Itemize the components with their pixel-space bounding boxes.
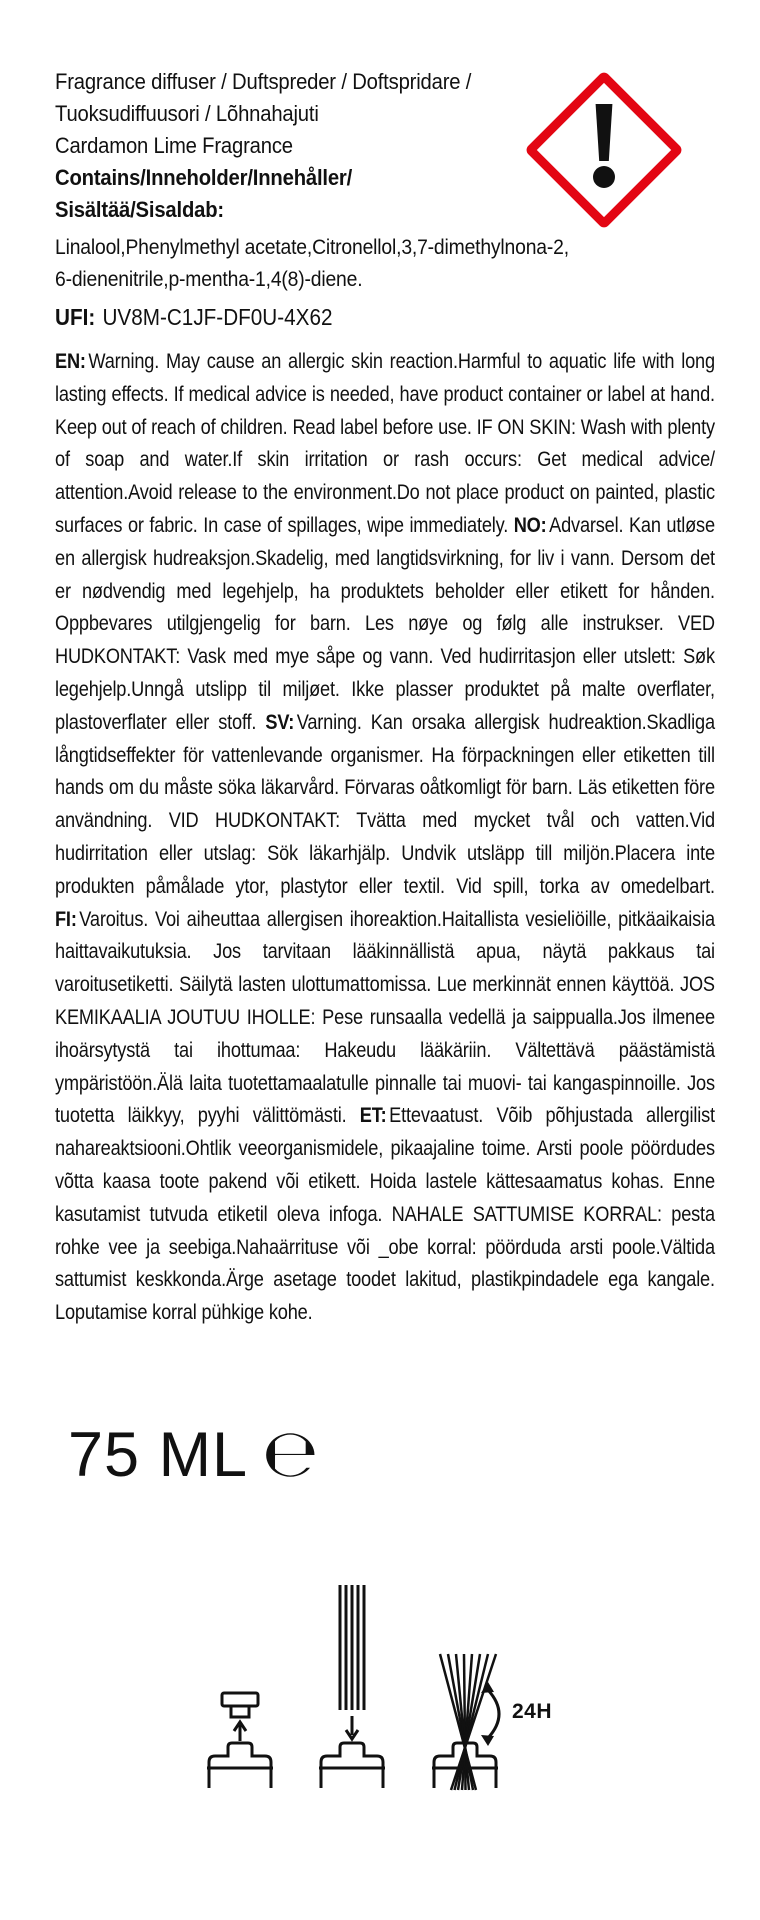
- contains-heading-1: Contains/Inneholder/Innehåller/: [55, 165, 353, 190]
- ufi-line: [55, 301, 613, 333]
- volume-amount: 75 ML: [68, 1420, 249, 1490]
- lang-label-et: ET:: [359, 1104, 387, 1128]
- lang-label-fi: FI:: [55, 907, 77, 931]
- estimated-sign: ℮: [262, 1415, 320, 1492]
- exclamation-dot: [593, 166, 615, 188]
- bottle-cap: [222, 1693, 258, 1717]
- fragrance-name: Cardamon Lime Fragrance: [55, 133, 293, 158]
- insert-reeds-icon: [307, 1570, 397, 1800]
- remove-cap-icon: [195, 1570, 285, 1800]
- flip-arrow-icon: [481, 1682, 499, 1746]
- ufi-label: UFI:: [55, 304, 96, 330]
- arrow-down-icon: [346, 1716, 358, 1739]
- ufi-code: UV8M-C1JF-DF0U-4X62: [102, 304, 333, 330]
- product-name-line-1: Fragrance diffuser / Duftspreder / Doftspridare /: [55, 69, 472, 94]
- diffuser-bottle: [207, 1743, 273, 1788]
- product-name-line-2: Tuoksudiffuusori / Lõhnahajuti: [55, 101, 319, 126]
- flip-reeds-icon: [420, 1570, 590, 1800]
- ghs07-warning-pictogram: [524, 70, 684, 230]
- ingredients-line-2: 6-dienenitrile,p-mentha-1,4(8)-diene.: [55, 267, 363, 291]
- fanned-reed-sticks: [440, 1654, 496, 1790]
- warning-text-et: Ettevaatust. Võib põhjustada allergilist nahareaktsiooni.Ohtlik veeorganismidele, pikaajaline toime. Arsti poole pöördudes võtta kaasa toote pakend või etikett. Hoida lastele kättesaamatus kohas. Enne kasutamist tutvuda etiketil oleva infoga. NAHALE SATTUMISE KORRAL: pesta rohke vee ja seebiga.Nahaärrituse või _obe korral: pöörduda arsti poole.Vältida sattumist keskkonda.Ärge asetage toodet lakitud, plastikpindadele ega kangale. Loputamise korral pühkige kohe.: [55, 1104, 715, 1325]
- diffuser-bottle: [319, 1743, 385, 1788]
- arrow-up-icon: [234, 1722, 246, 1741]
- lang-label-sv: SV:: [265, 710, 295, 734]
- hazard-warning-text: [55, 346, 715, 1330]
- lang-label-no: NO:: [513, 513, 547, 537]
- lang-label-en: EN:: [55, 350, 86, 373]
- warning-text-no: Advarsel. Kan utløse en allergisk hudreaksjon.Skadelig, med langtidsvirkning, for liv i vann. Dersom det er nødvendig med legehjelp, ha produktets beholder eller etikett for hånden. Oppbevares utilgjengelig for barn. Les nøye og følg alle instrukser. VED HUDKONTAKT: Vask med mye såpe og vann. Ved hudirritasjon eller utslett: Søk legehjelp.Unngå utslipp til miljøet. Ikke plasser produktet på malte overflater, plastoverflater eller stoff.: [55, 513, 715, 734]
- warning-text-en: Warning. May cause an allergic skin reaction.Harmful to aquatic life with long lasting effects. If medical advice is needed, have product container or label at hand. Keep out of reach of children. Read label before use. IF ON SKIN: Wash with plenty of soap and water.If skin irritation or rash occurs: Get medical advice/ attention.Avoid release to the environment.Do not place product on painted, plastic surfaces or fabric. In case of spillages, wipe immediately.: [55, 350, 715, 537]
- volume-statement: [68, 1415, 320, 1492]
- ingredients-line-1: Linalool,Phenylmethyl acetate,Citronellol,3,7-dimethylnona-2,: [55, 235, 569, 259]
- flip-interval-label: 24H: [512, 1700, 553, 1723]
- reed-sticks: [340, 1585, 364, 1710]
- warning-text-sv: Varning. Kan orsaka allergisk hudreaktion.Skadliga långtidseffekter för vattenlevande organismer. Ha förpackningen eller etiketten till hands om du måste söka läkarvård. Förvaras oåtkomligt för barn. Läs etiketten före användning. VID HUDKONTAKT: Tvätta med mycket tvål och vatten.Vid hudirritation eller utslag: Sök läkarhjälp. Undvik utsläpp till miljön.Placera inte produkten påmålade ytor, plastytor eller textil. Vid spill, torka av omedelbart.: [55, 710, 715, 898]
- contains-heading-2: Sisältää/Sisaldab:: [55, 197, 224, 222]
- warning-text-fi: Varoitus. Voi aiheuttaa allergisen ihoreaktion.Haitallista vesieliöille, pitkäaikaisia haittavaikutuksia. Jos tarvitaan lääkinnällistä apua, näytä pakkaus tai varoitusetiketti. Säilytä lasten ulottumattomissa. Lue merkinnät ennen käyttöä. JOS KEMIKAALIA JOUTUU IHOLLE: Pese runsaalla vedellä ja saippualla.Jos ilmenee ihoärsytystä tai ihottumaa: Hakeudu lääkäriin. Vältettävä päästämistä ympäristöön.Älä laita tuotettamaalatulle pinnalle tai muovi- tai kangaspinnoille. Jos tuotetta läikkyy, pyyhi välittömästi.: [55, 907, 715, 1128]
